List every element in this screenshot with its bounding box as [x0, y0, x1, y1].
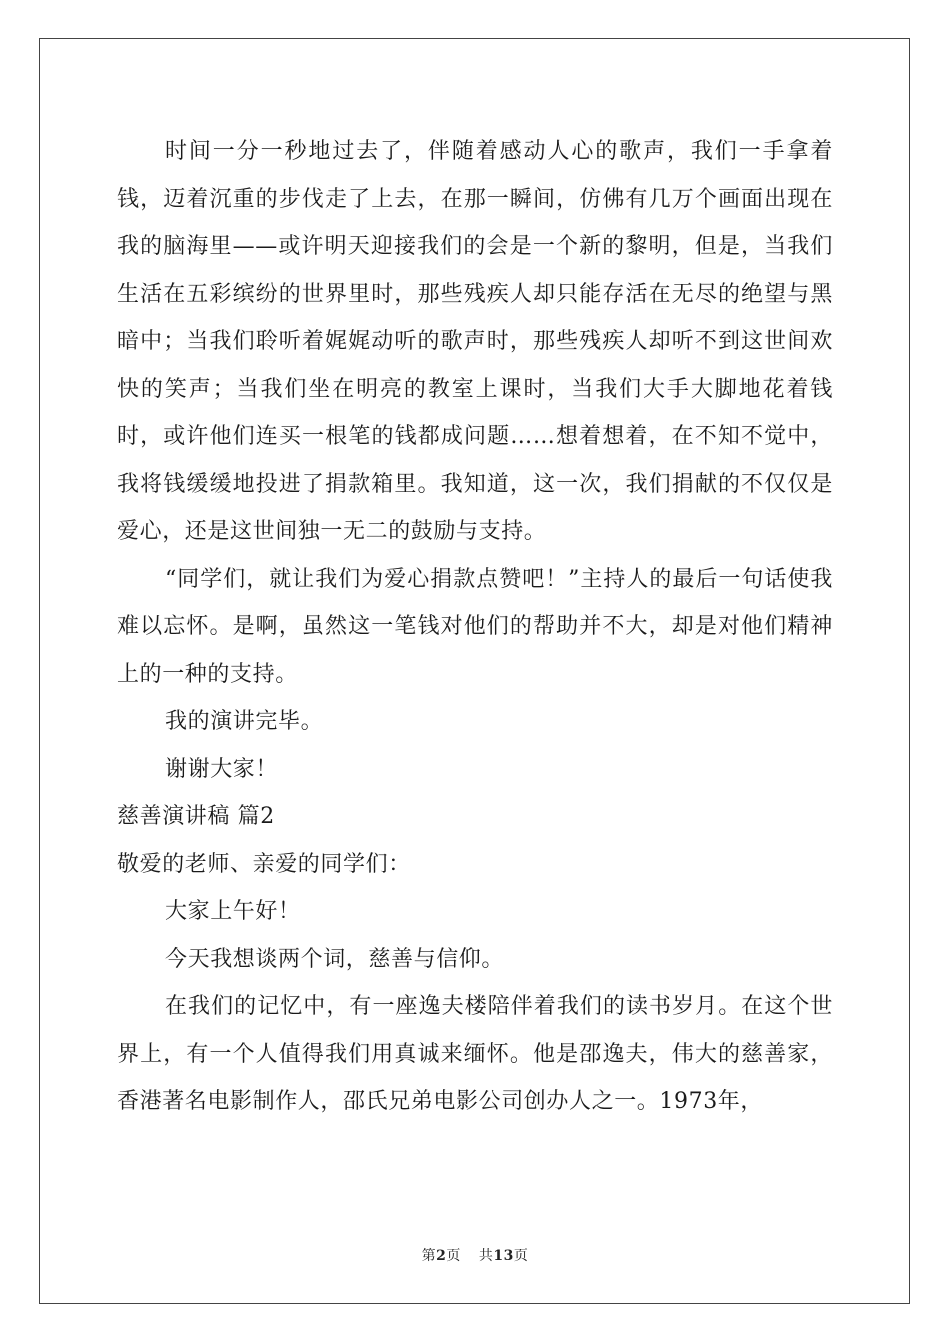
paragraph-1: 时间一分一秒地过去了，伴随着感动人心的歌声，我们一手拿着钱，迈着沉重的步伐走了上去，在那一瞬间，仿佛有几万个画面出现在我的脑海里——或许明天迎接我们的会是一个新的黎明，但是，当我们生活在五彩缤纷的世界里时，那些残疾人却只能存活在无尽的绝望与黑暗中；当我们聆听着娓娓动听的歌声时，那些残疾人却听不到这世间欢快的笑声；当我们坐在明亮的教室上课时，当我们大手大脚地花着钱时，或许他们连买一根笔的钱都成问题……想着想着，在不知不觉中，我将钱缓缓地投进了捐款箱里。我知道，这一次，我们捐献的不仅仅是爱心，还是这世间独一无二的鼓励与支持。 [117, 139, 833, 544]
paragraph-greeting: 大家上午好！ [165, 899, 301, 924]
page-unit: 页 [446, 1248, 461, 1264]
paragraph-2: “同学们，就让我们为爱心捐款点赞吧！”主持人的最后一句话使我难以忘怀。是啊，虽然这一笔钱对他们的帮助并不大，却是对他们精神上的一种的支持。 [117, 566, 833, 687]
document-body [117, 128, 833, 1126]
paragraph-topic: 今天我想谈两个词，慈善与信仰。 [165, 946, 505, 972]
section-heading: 慈善演讲稿 篇2 [117, 804, 275, 829]
page-current: 2 [436, 1248, 447, 1264]
total-prefix: 共 [478, 1248, 494, 1264]
paragraph-3: 我的演讲完毕。 [165, 709, 324, 734]
page-total: 13 [493, 1248, 514, 1264]
salutation: 敬爱的老师、亲爱的同学们： [117, 851, 411, 877]
paragraph-memory: 在我们的记忆中，有一座逸夫楼陪伴着我们的读书岁月。在这个世界上，有一个人值得我们用真诚来缅怀。他是邵逸夫，伟大的慈善家，香港著名电影制作人，邵氏兄弟电影公司创办人之一。1973年， [117, 994, 833, 1114]
total-unit: 页 [513, 1248, 529, 1264]
paragraph-4: 谢谢大家！ [165, 756, 279, 782]
page-footer [0, 1245, 950, 1265]
page-prefix: 第 [421, 1248, 437, 1264]
